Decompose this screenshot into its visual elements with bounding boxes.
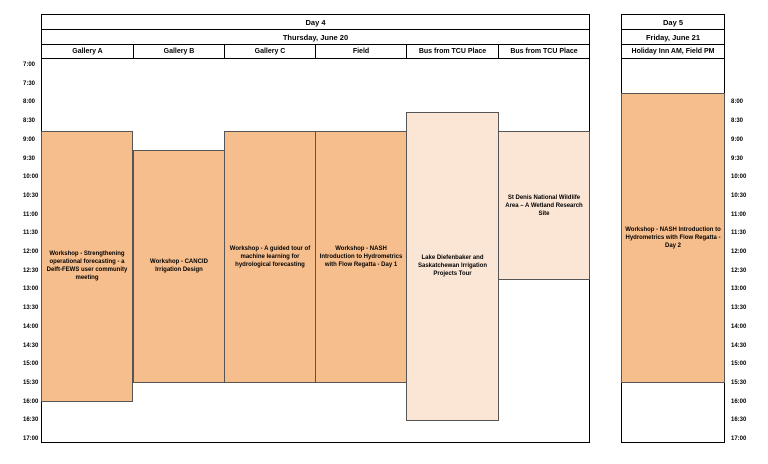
time-label: 10:00 [23, 174, 39, 181]
time-label: 12:00 [23, 249, 39, 255]
time-label-right: 11:00 [731, 211, 747, 218]
time-label: 11:30 [23, 230, 39, 237]
time-label: 11:00 [23, 211, 39, 218]
time-label-right: 13:30 [731, 305, 747, 312]
time-label: 16:30 [23, 417, 39, 424]
day4-title: Day 4 [41, 14, 590, 30]
event-title: Workshop - NASH Introduction to Hydrometrics with Flow Regatta - Day 1 [319, 246, 403, 269]
time-label: 15:00 [23, 361, 39, 368]
time-label-right: 16:00 [731, 398, 747, 405]
time-label-right: 11:30 [731, 230, 747, 237]
time-label-right: 17:00 [731, 436, 747, 442]
time-label: 17:00 [23, 436, 39, 442]
event-title: Workshop - NASH Introduction to Hydrometrics with Flow Regatta - Day 2 [625, 227, 721, 250]
column-header-holiday-inn: Holiday Inn AM, Field PM [621, 44, 725, 59]
time-label: 15:30 [23, 379, 39, 386]
day5-title: Day 5 [621, 14, 725, 30]
time-label-right: 12:30 [731, 267, 747, 274]
time-label: 13:00 [23, 286, 39, 293]
time-label-right: 14:30 [731, 342, 747, 349]
time-label: 14:30 [23, 342, 39, 349]
time-label-right: 8:30 [731, 118, 744, 125]
event-title: Lake Diefenbaker and Saskatchewan Irrigation Projects Tour [417, 255, 488, 278]
event-block[interactable] [406, 112, 499, 421]
column-header-gallery-b: Gallery B [133, 44, 225, 59]
event-block[interactable] [133, 150, 225, 384]
column-header-gallery-a: Gallery A [41, 44, 134, 59]
time-label: 8:00 [23, 99, 36, 106]
time-label: 7:00 [23, 62, 36, 68]
column-header-field: Field [315, 44, 407, 59]
column-header-bus-1: Bus from TCU Place [406, 44, 499, 59]
time-label-right: 10:30 [731, 192, 747, 199]
event-title: Workshop - A guided tour of machine learning for hydrological forecasting [229, 246, 311, 269]
event-block[interactable] [621, 93, 725, 383]
day5-date: Friday, June 21 [621, 29, 725, 45]
event-block[interactable] [498, 131, 590, 281]
time-label-right: 13:00 [731, 286, 747, 293]
day4-date: Thursday, June 20 [41, 29, 590, 45]
event-title: St Denis National Wildlife Area – A Wetland Research Site [505, 194, 583, 217]
time-label-right: 9:00 [731, 136, 744, 143]
time-label-right: 10:00 [731, 174, 747, 181]
time-label: 7:30 [23, 80, 36, 87]
time-label-right: 15:30 [731, 379, 747, 386]
event-title: Workshop - CANCID Irrigation Design [150, 259, 208, 274]
time-label-right: 9:30 [731, 155, 744, 162]
column-header-gallery-c: Gallery C [224, 44, 316, 59]
time-label-right: 14:00 [731, 323, 747, 330]
time-label-right: 8:00 [731, 99, 744, 106]
time-label-right: 15:00 [731, 361, 747, 368]
time-label: 13:30 [23, 305, 39, 312]
event-block[interactable] [224, 131, 316, 383]
event-block[interactable] [315, 131, 407, 383]
time-label: 8:30 [23, 118, 36, 125]
time-label-right: 12:00 [731, 249, 747, 255]
event-block[interactable] [41, 131, 133, 402]
time-label: 16:00 [23, 398, 39, 405]
time-label: 10:30 [23, 192, 39, 199]
column-header-bus-2: Bus from TCU Place [498, 44, 590, 59]
time-label-right: 16:30 [731, 417, 747, 424]
event-title: Workshop - Strengthening operational forecasting - a Delft-FEWS user community meeting [46, 251, 128, 282]
time-label: 14:00 [23, 323, 39, 330]
time-label: 12:30 [23, 267, 39, 274]
time-label: 9:30 [23, 155, 36, 162]
time-label: 9:00 [23, 136, 36, 143]
